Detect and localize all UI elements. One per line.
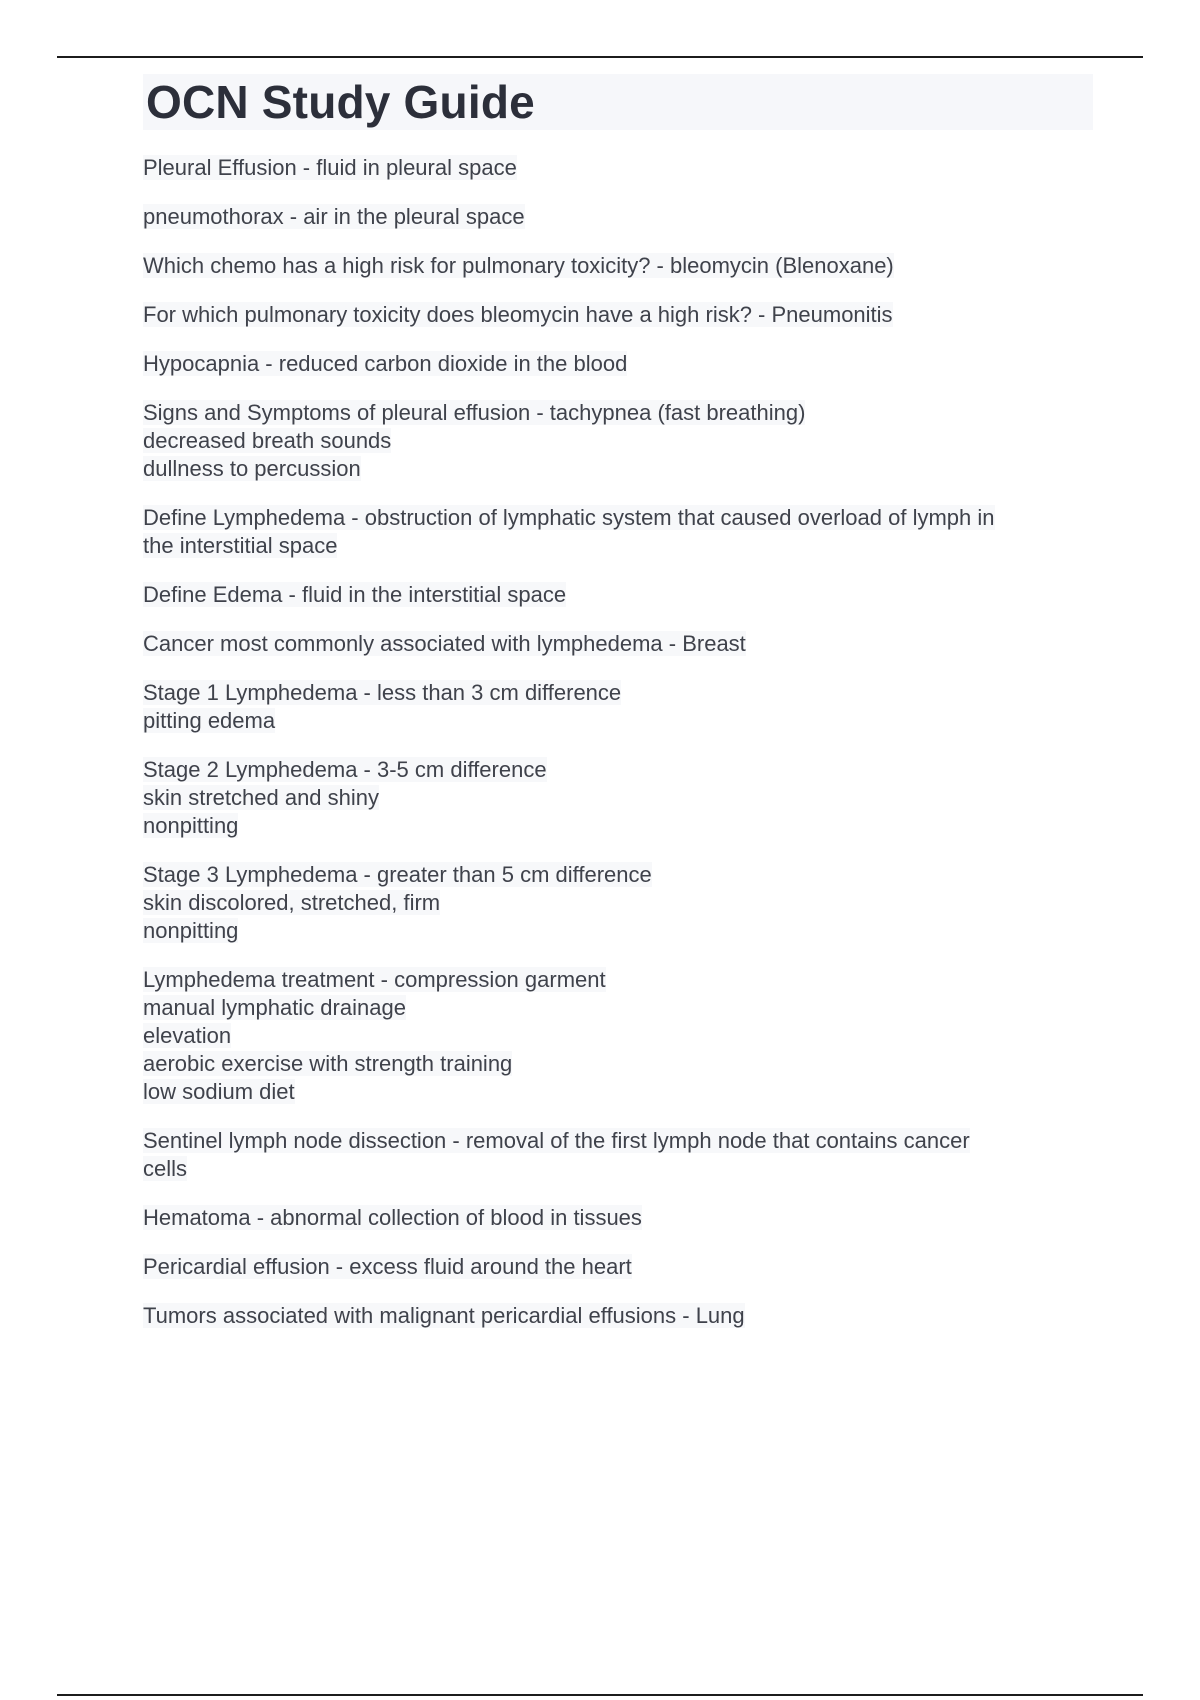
flashcard-text: Tumors associated with malignant pericardial effusions - Lung (143, 1303, 745, 1328)
flashcard-entry (143, 154, 1093, 182)
flashcard-line (143, 532, 1093, 560)
flashcard-line (143, 812, 1093, 840)
flashcard-text: Signs and Symptoms of pleural effusion - tachypnea (fast breathing) (143, 400, 806, 425)
flashcard-line (143, 1302, 1093, 1330)
flashcard-text: the interstitial space (143, 533, 338, 558)
flashcard-entry (143, 581, 1093, 609)
flashcard-text: Cancer most commonly associated with lymphedema - Breast (143, 631, 746, 656)
flashcard-line (143, 427, 1093, 455)
flashcard-text: Stage 2 Lymphedema - 3-5 cm difference (143, 757, 547, 782)
flashcard-line (143, 350, 1093, 378)
flashcard-text: Hematoma - abnormal collection of blood in tissues (143, 1205, 642, 1230)
flashcard-line (143, 630, 1093, 658)
flashcard-entry (143, 1253, 1093, 1281)
flashcard-text: skin discolored, stretched, firm (143, 890, 441, 915)
flashcard-text: Define Edema - fluid in the interstitial space (143, 582, 567, 607)
flashcard-line (143, 1050, 1093, 1078)
flashcard-line (143, 861, 1093, 889)
flashcard-entry (143, 350, 1093, 378)
flashcard-line (143, 301, 1093, 329)
flashcard-line (143, 756, 1093, 784)
flashcard-text: pneumothorax - air in the pleural space (143, 204, 525, 229)
flashcard-entry (143, 966, 1093, 1106)
flashcard-text: elevation (143, 1023, 232, 1048)
flashcard-entry (143, 1127, 1093, 1183)
flashcard-line (143, 679, 1093, 707)
title-bar (143, 74, 1093, 130)
flashcard-text: cells (143, 1156, 188, 1181)
flashcard-entry (143, 1302, 1093, 1330)
flashcard-text: Lymphedema treatment - compression garment (143, 967, 606, 992)
flashcard-entry (143, 252, 1093, 280)
flashcard-line (143, 581, 1093, 609)
flashcard-text: For which pulmonary toxicity does bleomycin have a high risk? - Pneumonitis (143, 302, 893, 327)
flashcard-line (143, 154, 1093, 182)
flashcard-text: aerobic exercise with strength training (143, 1051, 513, 1076)
flashcard-entry (143, 203, 1093, 231)
flashcard-text: nonpitting (143, 918, 239, 943)
bottom-rule (57, 1694, 1143, 1696)
flashcard-line (143, 994, 1093, 1022)
flashcard-line (143, 707, 1093, 735)
flashcard-text: skin stretched and shiny (143, 785, 380, 810)
flashcard-line (143, 1022, 1093, 1050)
flashcard-entry (143, 630, 1093, 658)
flashcard-line (143, 889, 1093, 917)
flashcard-text: Stage 3 Lymphedema - greater than 5 cm difference (143, 862, 652, 887)
flashcard-line (143, 252, 1093, 280)
flashcard-line (143, 399, 1093, 427)
flashcard-text: Pleural Effusion - fluid in pleural space (143, 155, 517, 180)
flashcard-text: Pericardial effusion - excess fluid around the heart (143, 1254, 632, 1279)
flashcard-line (143, 1127, 1093, 1155)
flashcard-text: nonpitting (143, 813, 239, 838)
document-body (143, 74, 1093, 1351)
flashcard-line (143, 784, 1093, 812)
flashcard-entry (143, 301, 1093, 329)
flashcard-text: Which chemo has a high risk for pulmonary toxicity? - bleomycin (Blenoxane) (143, 253, 894, 278)
flashcard-line (143, 966, 1093, 994)
flashcard-text: dullness to percussion (143, 456, 361, 481)
flashcard-line (143, 917, 1093, 945)
flashcard-entry (143, 504, 1093, 560)
flashcard-list (143, 154, 1093, 1330)
flashcard-line (143, 1253, 1093, 1281)
flashcard-entry (143, 861, 1093, 945)
flashcard-line (143, 455, 1093, 483)
flashcard-entry (143, 756, 1093, 840)
top-rule (57, 56, 1143, 58)
flashcard-text: Hypocapnia - reduced carbon dioxide in the blood (143, 351, 628, 376)
flashcard-text: Define Lymphedema - obstruction of lymphatic system that caused overload of lymph in (143, 505, 995, 530)
flashcard-text: Stage 1 Lymphedema - less than 3 cm difference (143, 680, 622, 705)
flashcard-entry (143, 399, 1093, 483)
flashcard-text: Sentinel lymph node dissection - removal of the first lymph node that contains cancer (143, 1128, 970, 1153)
flashcard-text: decreased breath sounds (143, 428, 392, 453)
flashcard-entry (143, 1204, 1093, 1232)
flashcard-line (143, 203, 1093, 231)
page-title: OCN Study Guide (146, 76, 535, 128)
flashcard-line (143, 1204, 1093, 1232)
flashcard-line (143, 1155, 1093, 1183)
flashcard-line (143, 504, 1093, 532)
flashcard-entry (143, 679, 1093, 735)
flashcard-line (143, 1078, 1093, 1106)
flashcard-text: low sodium diet (143, 1079, 295, 1104)
flashcard-text: manual lymphatic drainage (143, 995, 406, 1020)
flashcard-text: pitting edema (143, 708, 276, 733)
